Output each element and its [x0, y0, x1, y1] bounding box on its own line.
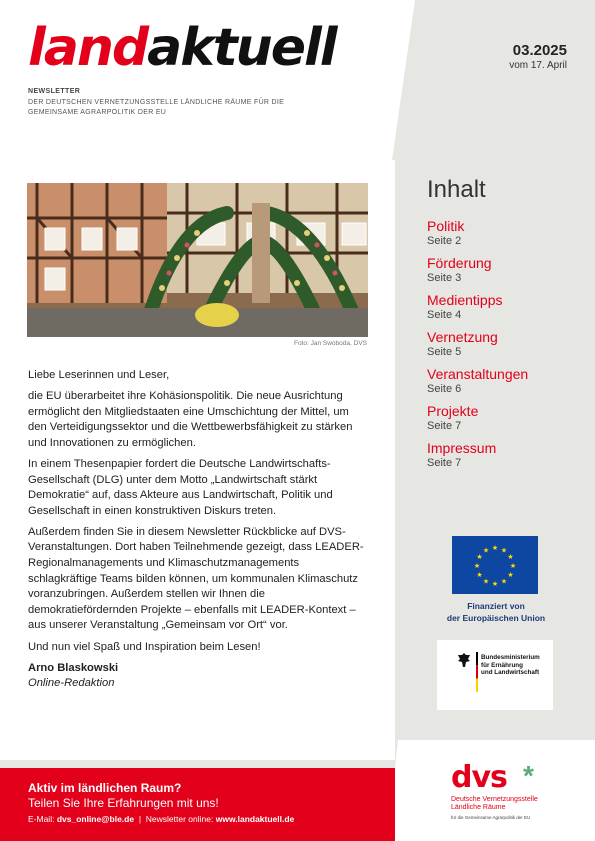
toc-page: Seite 6 [427, 383, 462, 395]
logo-aktuell: aktuell [147, 18, 336, 78]
toc-label[interactable]: Veranstaltungen [427, 366, 529, 382]
letter-paragraph-1: die EU überarbeitet ihre Kohäsionspolitik. Die neue Ausrichtung ermöglicht den Mitgliedstaaten eine Umschichtung der Mittel, um den Verteidigungssektor und die Wettbewerbsfähigkeit zu stärken und Innovationen zu ermöglichen. [28, 390, 353, 449]
letter-paragraph-4: Und nun viel Spaß und Inspiration beim Lesen! [28, 640, 261, 653]
toc-item-projekte[interactable] [427, 403, 577, 440]
table-of-contents [427, 218, 577, 477]
toc-item-medientipps[interactable] [427, 292, 577, 329]
toc-page: Seite 5 [427, 346, 462, 358]
email-link[interactable]: dvs_online@ble.de [56, 814, 135, 824]
dvs-wordmark: dvs [451, 760, 507, 795]
eagle-icon [457, 652, 471, 668]
editorial-letter [28, 368, 366, 697]
svg-text:★: ★ [500, 546, 508, 555]
eu-funding-text [430, 600, 562, 624]
footer-title: Aktiv im ländlichen Raum? [28, 781, 182, 795]
dvs-logo[interactable] [451, 762, 538, 820]
signature-role: Online-Redaktion [28, 677, 115, 690]
toc-page: Seite 3 [427, 272, 462, 284]
footer-subtitle: Teilen Sie Ihre Erfahrungen mit uns! [28, 796, 219, 810]
toc-item-foerderung[interactable] [427, 255, 577, 292]
signature-name: Arno Blaskowski [28, 661, 119, 674]
newsletter-online-label: Newsletter online: [145, 814, 214, 824]
toc-label[interactable]: Projekte [427, 403, 479, 419]
photo-credit: Foto: Jan Swoboda, DVS [294, 340, 367, 347]
german-flag-stripe [476, 652, 478, 692]
dvs-name [451, 796, 538, 812]
svg-text:★: ★ [507, 553, 514, 561]
svg-text:★: ★ [491, 544, 499, 552]
dvs-name-line-1: Deutsche Vernetzungsstelle [451, 796, 538, 803]
svg-text:★: ★ [476, 553, 483, 561]
svg-text:★: ★ [507, 571, 514, 579]
landaktuell-logo[interactable] [28, 20, 336, 76]
asterisk-icon: * [523, 760, 534, 791]
toc-page: Seite 7 [427, 457, 462, 469]
email-label: E-Mail: [28, 814, 55, 824]
toc-label[interactable]: Politik [427, 218, 465, 234]
bmel-line-1: Bundesministerium [481, 654, 540, 661]
dvs-name-line-2: Ländliche Räume [451, 804, 506, 811]
bmel-line-3: und Landwirtschaft [481, 669, 540, 676]
bmel-line-2: für Ernährung [481, 661, 523, 669]
toc-item-veranstaltungen[interactable] [427, 366, 577, 403]
toc-page: Seite 7 [427, 420, 462, 432]
svg-text:★: ★ [476, 571, 483, 579]
logo-land: land [28, 18, 148, 78]
separator: | [138, 814, 142, 824]
issue-number: 03.2025 [512, 42, 567, 59]
toc-item-vernetzung[interactable] [427, 329, 577, 366]
toc-label[interactable]: Medientipps [427, 292, 503, 308]
toc-label[interactable]: Förderung [427, 255, 492, 271]
letter-paragraph-2: In einem Thesenpapier fordert die Deutsche Landwirtschafts-Gesellschaft (DLG) unter dem Motto „Landwirtschaft stärkt Demokratie“ auf, dass Akteure aus Landwirtschaft, Politik und Gesellschaft in einen konstruktiven Diskurs treten. [28, 457, 333, 517]
svg-text:★: ★ [473, 562, 481, 570]
toc-page: Seite 2 [427, 235, 462, 247]
eu-line-1: Finanziert von [467, 601, 525, 611]
svg-text:★: ★ [509, 562, 517, 570]
toc-item-politik[interactable] [427, 218, 577, 255]
toc-page: Seite 4 [427, 309, 462, 321]
toc-label[interactable]: Vernetzung [427, 329, 498, 345]
letter-paragraph-3: Außerdem finden Sie in diesem Newsletter Rückblicke auf DVS-Veranstaltungen. Dort haben Teilnehmende gezeigt, dass LEADER-Regionalmanagements und Klimaschutzmanagements schlagkräftige Teams bilden können, um kommunalen Klimaschutz voranzubringen. Außerdem stellen wir Ihnen die demokratiefördernden Projekte – ebenfalls mit LEADER-Kontext – aus unserer Veranstaltung „Gemeinsam vor Ort“ vor. [28, 525, 364, 632]
bmel-name [481, 654, 551, 677]
svg-text:★: ★ [482, 546, 490, 555]
bmel-logo [437, 640, 553, 710]
footer-contact [28, 814, 294, 824]
letter-greeting: Liebe Leserinnen und Leser, [28, 369, 170, 381]
svg-text:★: ★ [482, 577, 490, 586]
cover-photo [27, 183, 368, 337]
newsletter-label: NEWSLETTER [28, 88, 81, 95]
newsletter-description: DER DEUTSCHEN VERNETZUNGSSTELLE LÄNDLICHE RÄUME FÜR DIE GEMEINSAME AGRARPOLITIK DER EU [28, 99, 285, 116]
eu-flag-icon [452, 536, 538, 594]
eu-line-2: der Europäischen Union [446, 613, 546, 623]
toc-title: Inhalt [427, 176, 486, 203]
svg-text:★: ★ [500, 577, 508, 586]
toc-label[interactable]: Impressum [427, 440, 497, 456]
dvs-subtitle: für die Gemeinsame Agrarpolitik der EU [451, 815, 531, 820]
toc-item-impressum[interactable] [427, 440, 577, 477]
website-link[interactable]: www.landaktuell.de [215, 814, 295, 824]
issue-date: vom 17. April [509, 60, 567, 71]
svg-text:★: ★ [491, 580, 499, 588]
